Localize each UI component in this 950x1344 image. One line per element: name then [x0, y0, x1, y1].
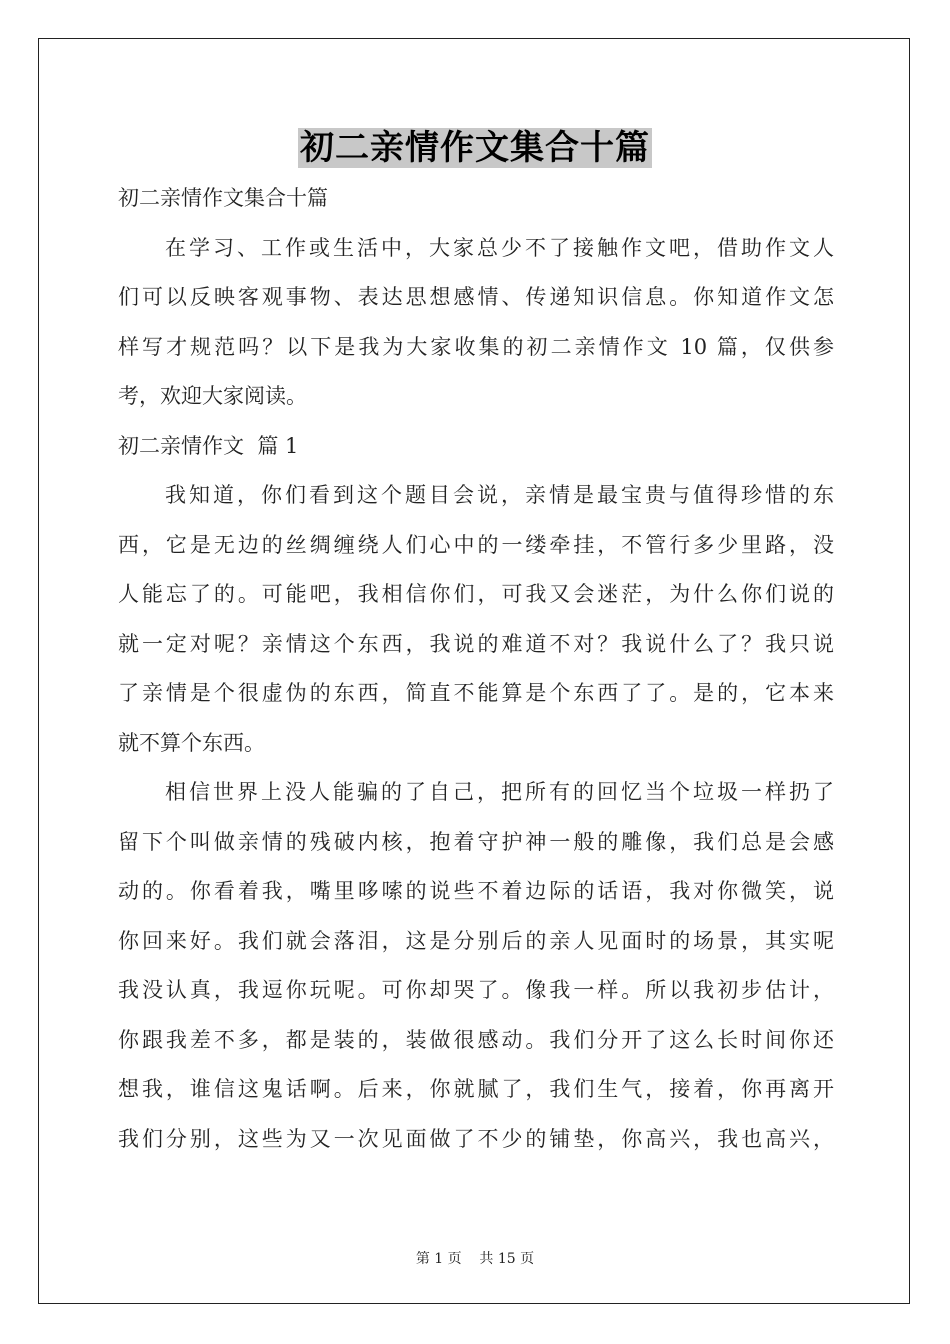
paragraph-line: 我知道，你们看到这个题目会说，亲情是最宝贵与值得珍惜的东 [165, 483, 834, 507]
paragraph-line: 样写才规范吗？以下是我为大家收集的初二亲情作文 10 篇，仅供参 [118, 334, 834, 359]
paragraph-line: 了亲情是个很虚伪的东西，简直不能算是个东西了了。是的，它本来 [118, 681, 834, 705]
title-container [0, 128, 950, 168]
paragraph-line: 你回来好。我们就会落泪，这是分别后的亲人见面时的场景，其实呢 [118, 928, 834, 953]
paragraph-line: 想我，谁信这鬼话啊。后来，你就腻了，我们生气，接着，你再离开 [118, 1077, 834, 1101]
paragraph-line: 就一定对呢？亲情这个东西，我说的难道不对？我说什么了？我只说 [118, 631, 834, 656]
paragraph-line: 人能忘了的。可能吧，我相信你们，可我又会迷茫，为什么你们说的 [118, 582, 834, 606]
paragraph-line: 我没认真，我逗你玩呢。可你却哭了。像我一样。所以我初步估计， [118, 978, 834, 1002]
paragraph-line: 就不算个东西。 [118, 730, 265, 755]
paragraph-line: 在学习、工作或生活中，大家总少不了接触作文吧，借助作文人 [165, 235, 834, 260]
document-title: 初二亲情作文集合十篇 [300, 128, 650, 168]
paragraph-line: 相信世界上没人能骗的了自己，把所有的回忆当个垃圾一样扔了 [165, 780, 834, 804]
paragraph-line: 动的。你看着我，嘴里哆嗦的说些不着边际的话语，我对你微笑，说 [118, 879, 834, 903]
paragraph-line: 西，它是无边的丝绸缠绕人们心中的一缕牵挂，不管行多少里路，没 [118, 532, 834, 557]
page-footer: 第 1 页 共 15 页 [415, 1251, 535, 1267]
paragraph-2 [118, 768, 834, 1164]
paragraph-line: 留下个叫做亲情的残破内核，抱着守护神一般的雕像，我们总是会感 [118, 829, 834, 854]
document-body [118, 174, 834, 1164]
intro-paragraph [118, 224, 834, 422]
paragraph-line: 们可以反映客观事物、表达思想感情、传递知识信息。你知道作文怎 [118, 285, 834, 309]
paragraph-1 [118, 471, 834, 768]
paragraph-line: 你跟我差不多，都是装的，装做很感动。我们分开了这么长时间你还 [118, 1027, 834, 1052]
document-subtitle: 初二亲情作文集合十篇 [118, 186, 328, 210]
paragraph-line: 我们分别，这些为又一次见面做了不少的铺垫，你高兴，我也高兴， [118, 1126, 834, 1151]
section-heading: 初二亲情作文 篇 1 [118, 433, 299, 458]
paragraph-line: 考，欢迎大家阅读。 [118, 384, 307, 408]
